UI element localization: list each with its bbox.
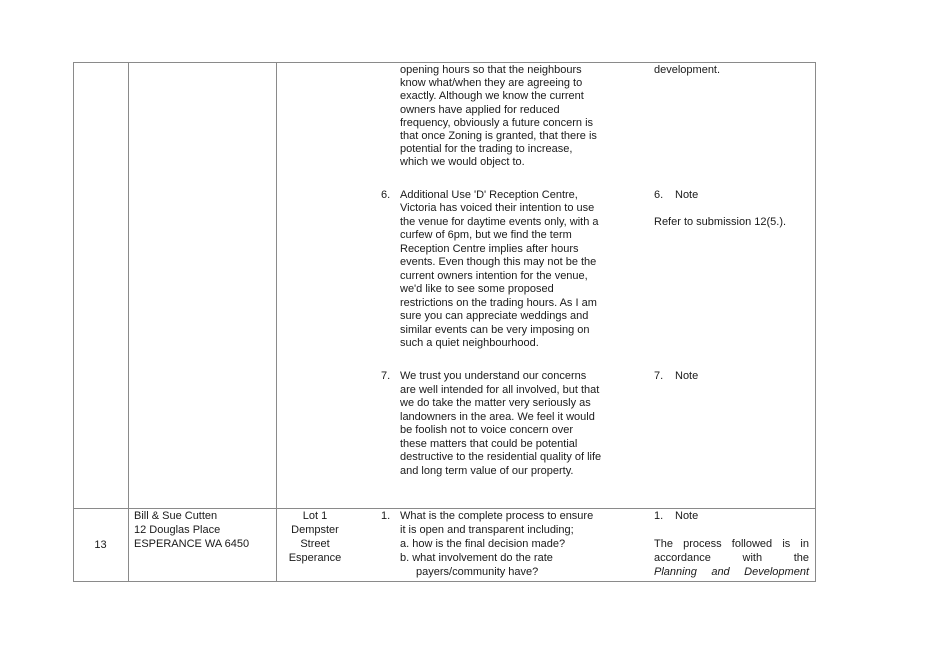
- text-line: What is the complete process to ensure: [400, 510, 594, 522]
- response-label: Note: [675, 510, 699, 522]
- text-line: be foolish not to voice concern over: [400, 424, 574, 436]
- text-line: Victoria has voiced their intention to use: [400, 202, 595, 214]
- text-line: owners have applied for reduced: [400, 104, 560, 116]
- response-italic-line: Planning and Development: [654, 566, 809, 578]
- text-line: we do take the matter very seriously as: [400, 397, 591, 409]
- text-line: which we would object to.: [400, 156, 525, 168]
- response-line: accordance with the: [654, 552, 809, 564]
- item6-number: 6.: [381, 189, 391, 201]
- text-line: that once Zoning is granted, that there is: [400, 130, 597, 142]
- text-line: events. Even though this may not be the: [400, 256, 597, 268]
- item6-response-label: Note: [675, 189, 699, 201]
- submitter-town: ESPERANCE WA 6450: [134, 538, 250, 550]
- text-line: potential for the trading to increase,: [400, 143, 573, 155]
- text-line: are well intended for all involved, but that: [400, 384, 600, 396]
- property-line: Dempster: [291, 524, 339, 536]
- item5-response: development.: [654, 64, 721, 76]
- sub-item-a: a. how is the final decision made?: [400, 538, 566, 550]
- row-divider: [73, 508, 816, 509]
- text-line: Additional Use 'D' Reception Centre,: [400, 189, 578, 201]
- text-line: We trust you understand our concerns: [400, 370, 587, 382]
- text-line: exactly. Although we know the current: [400, 90, 584, 102]
- text-line: sure you can appreciate weddings and: [400, 310, 589, 322]
- text-line: landowners in the area. We feel it would: [400, 411, 595, 423]
- text-line: the venue for daytime events only, with a: [400, 216, 599, 228]
- text-line: Reception Centre implies after hours: [400, 243, 579, 255]
- item6-response-detail: Refer to submission 12(5.).: [654, 216, 787, 228]
- table-top-border: [73, 62, 816, 63]
- item6-response-number: 6.: [654, 189, 664, 201]
- property-line: Lot 1: [302, 510, 328, 522]
- response-number: 1.: [654, 510, 664, 522]
- text-line: these matters that could be potential: [400, 438, 578, 450]
- col-border-left: [73, 62, 74, 582]
- text-line: know what/when they are agreeing to: [400, 77, 583, 89]
- text-line: we'd like to see some proposed: [400, 283, 554, 295]
- text-line: such a quiet neighbourhood.: [400, 337, 539, 349]
- property-line: Esperance: [288, 552, 342, 564]
- item7-response-label: Note: [675, 370, 699, 382]
- item1-number: 1.: [381, 510, 391, 522]
- text-line: opening hours so that the neighbours: [400, 64, 582, 76]
- sub-item-b: b. what involvement do the rate: [400, 552, 553, 564]
- col-border-right: [815, 62, 816, 582]
- text-line: destructive to the residential quality of life: [400, 451, 602, 463]
- text-line: similar events can be very imposing on: [400, 324, 590, 336]
- submitter-street: 12 Douglas Place: [134, 524, 221, 536]
- col-border-submitter: [276, 62, 277, 582]
- response-line: The process followed is in: [654, 538, 809, 550]
- submitter-name: Bill & Sue Cutten: [134, 510, 218, 522]
- text-line: curfew of 6pm, but we find the term: [400, 229, 572, 241]
- text-line: current owners intention for the venue,: [400, 270, 588, 282]
- sub-item-b-cont: payers/community have?: [416, 566, 539, 578]
- table-bottom-border: [73, 581, 816, 582]
- item7-response-number: 7.: [654, 370, 664, 382]
- col-border-number: [128, 62, 129, 582]
- text-line: it is open and transparent including;: [400, 524, 574, 536]
- item7-number: 7.: [381, 370, 391, 382]
- text-line: and long term value of our property.: [400, 465, 574, 477]
- property-line: Street: [300, 538, 330, 550]
- submission-number: 13: [94, 539, 107, 551]
- text-line: frequency, obviously a future concern is: [400, 117, 594, 129]
- text-line: restrictions on the trading hours. As I am: [400, 297, 597, 309]
